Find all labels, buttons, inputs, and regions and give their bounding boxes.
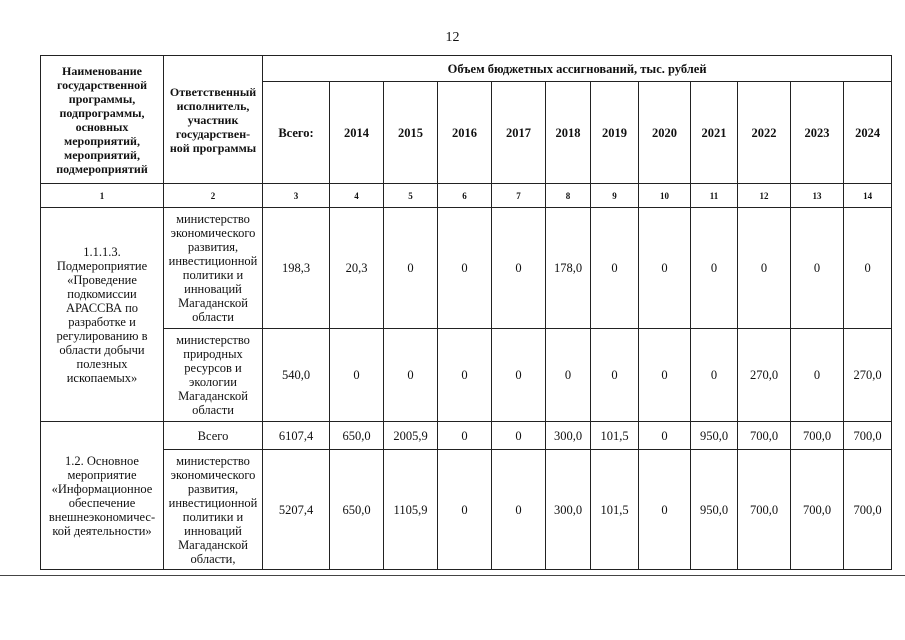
value-cell: 0 [384, 208, 438, 329]
column-number: 7 [492, 184, 546, 208]
value-cell: 0 [639, 329, 691, 422]
value-cell: 700,0 [738, 422, 791, 450]
column-number: 4 [330, 184, 384, 208]
column-number: 2 [164, 184, 263, 208]
column-number: 9 [591, 184, 639, 208]
value-cell: 0 [546, 329, 591, 422]
value-total: 198,3 [263, 208, 330, 329]
budget-table [40, 55, 892, 570]
value-cell: 0 [639, 208, 691, 329]
responsible-executor: министерство природных ресурсов и экологии Магаданской области [164, 329, 263, 422]
value-cell: 0 [691, 208, 738, 329]
column-number: 11 [691, 184, 738, 208]
value-cell: 0 [791, 329, 844, 422]
value-cell: 700,0 [791, 450, 844, 570]
value-total: 540,0 [263, 329, 330, 422]
responsible-executor: министерство экономического развития, инвестиционной политики и инноваций Магаданской области [164, 208, 263, 329]
column-number: 13 [791, 184, 844, 208]
responsible-executor: министерство экономического развития, инвестиционной политики и инноваций Магаданской области, [164, 450, 263, 570]
header-year: 2016 [438, 82, 492, 184]
value-cell: 0 [330, 329, 384, 422]
column-number: 5 [384, 184, 438, 208]
header-name-column: Наименование государственной программы, подпрограммы, основных мероприятий, мероприятий, подмероприятий [41, 56, 164, 184]
column-number: 12 [738, 184, 791, 208]
value-cell: 2005,9 [384, 422, 438, 450]
activity-name: 1.1.1.3. Подмероприятие «Проведение подкомиссии АРАССВА по разработке и регулированию в области добычи полезных ископаемых» [41, 208, 164, 422]
value-cell: 0 [738, 208, 791, 329]
header-year: 2014 [330, 82, 384, 184]
header-year: 2021 [691, 82, 738, 184]
header-responsible-column: Ответственный исполнитель, участник государствен-ной программы [164, 56, 263, 184]
activity-name: 1.2. Основное мероприятие «Информационное обеспечение внешнеэкономичес-кой деятельности» [41, 422, 164, 570]
column-number: 14 [844, 184, 892, 208]
value-cell: 0 [591, 208, 639, 329]
value-cell: 0 [791, 208, 844, 329]
page-number: 12 [445, 30, 460, 45]
bottom-rule [0, 575, 905, 576]
value-cell: 0 [438, 208, 492, 329]
value-cell: 300,0 [546, 422, 591, 450]
value-cell: 0 [691, 329, 738, 422]
value-cell: 178,0 [546, 208, 591, 329]
value-cell: 700,0 [738, 450, 791, 570]
responsible-executor: Всего [164, 422, 263, 450]
value-cell: 0 [384, 329, 438, 422]
column-number: 8 [546, 184, 591, 208]
header-year: 2020 [639, 82, 691, 184]
header-year: 2024 [844, 82, 892, 184]
value-cell: 101,5 [591, 422, 639, 450]
value-cell: 270,0 [738, 329, 791, 422]
value-cell: 700,0 [844, 422, 892, 450]
header-year: 2019 [591, 82, 639, 184]
value-cell: 950,0 [691, 450, 738, 570]
header-budget-title: Объем бюджетных ассигнований, тыс. рублей [263, 56, 892, 82]
value-cell: 950,0 [691, 422, 738, 450]
value-cell: 0 [639, 422, 691, 450]
value-cell: 0 [844, 208, 892, 329]
header-year: 2017 [492, 82, 546, 184]
value-cell: 0 [492, 329, 546, 422]
header-year: 2023 [791, 82, 844, 184]
value-total: 6107,4 [263, 422, 330, 450]
value-cell: 700,0 [791, 422, 844, 450]
value-total: 5207,4 [263, 450, 330, 570]
header-year: 2015 [384, 82, 438, 184]
header-year: 2018 [546, 82, 591, 184]
value-cell: 700,0 [844, 450, 892, 570]
header-total: Всего: [263, 82, 330, 184]
value-cell: 101,5 [591, 450, 639, 570]
column-number: 3 [263, 184, 330, 208]
value-cell: 0 [438, 450, 492, 570]
value-cell: 0 [492, 450, 546, 570]
value-cell: 0 [438, 422, 492, 450]
header-year: 2022 [738, 82, 791, 184]
value-cell: 0 [591, 329, 639, 422]
value-cell: 0 [438, 329, 492, 422]
column-number: 1 [41, 184, 164, 208]
column-number: 10 [639, 184, 691, 208]
value-cell: 0 [492, 208, 546, 329]
value-cell: 270,0 [844, 329, 892, 422]
value-cell: 0 [639, 450, 691, 570]
column-number: 6 [438, 184, 492, 208]
value-cell: 20,3 [330, 208, 384, 329]
value-cell: 650,0 [330, 422, 384, 450]
value-cell: 1105,9 [384, 450, 438, 570]
value-cell: 0 [492, 422, 546, 450]
value-cell: 300,0 [546, 450, 591, 570]
value-cell: 650,0 [330, 450, 384, 570]
